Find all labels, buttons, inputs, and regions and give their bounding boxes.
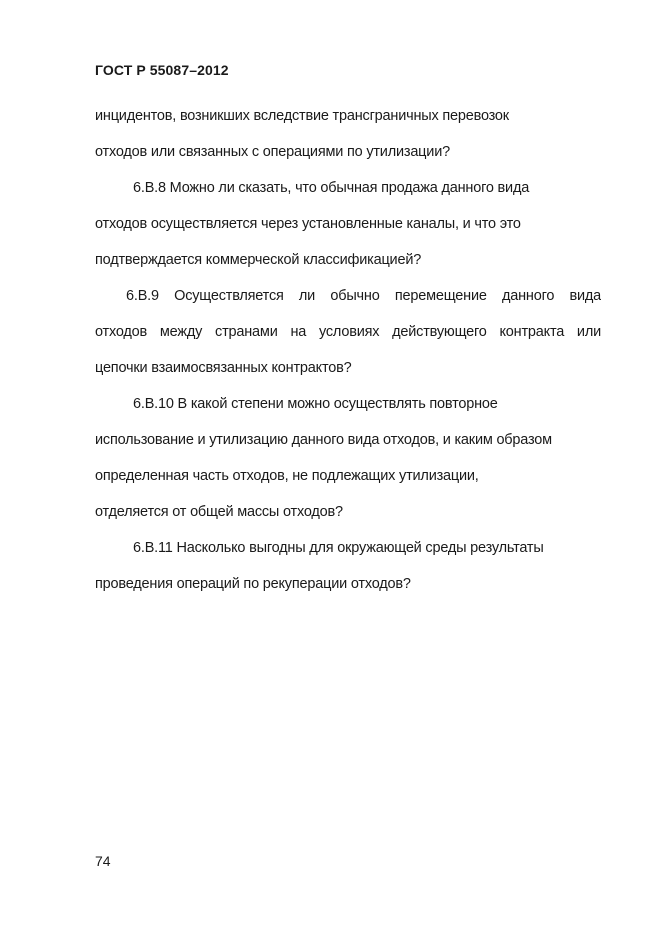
text-line: использование и утилизацию данного вида отходов, и каким образом	[95, 432, 552, 448]
text-line: отходов или связанных с операциями по утилизации?	[95, 144, 450, 160]
text-line: цепочки взаимосвязанных контрактов?	[95, 360, 352, 376]
paragraph-start-6-b-11: 6.В.11 Насколько выгодны для окружающей среды результаты	[133, 540, 544, 556]
text-line: отходов между странами на условиях действующего контракта или	[95, 324, 601, 340]
text-line: инцидентов, возникших вследствие трансграничных перевозок	[95, 108, 509, 124]
text-line: определенная часть отходов, не подлежащих утилизации,	[95, 468, 479, 484]
paragraph-start-6-b-9: 6.В.9 Осуществляется ли обычно перемещение данного вида	[126, 288, 601, 304]
document-body	[95, 101, 601, 605]
paragraph-start-6-b-10: 6.В.10 В какой степени можно осуществлять повторное	[133, 396, 498, 412]
paragraph-start-6-b-8: 6.В.8 Можно ли сказать, что обычная продажа данного вида	[133, 180, 530, 196]
text-line: отделяется от общей массы отходов?	[95, 504, 343, 520]
page-number: 74	[95, 853, 111, 869]
text-line: отходов осуществляется через установленные каналы, и что это	[95, 216, 521, 232]
text-line: проведения операций по рекуперации отходов?	[95, 576, 411, 592]
document-code-header: ГОСТ Р 55087–2012	[95, 62, 229, 78]
text-line: подтверждается коммерческой классификацией?	[95, 252, 422, 268]
